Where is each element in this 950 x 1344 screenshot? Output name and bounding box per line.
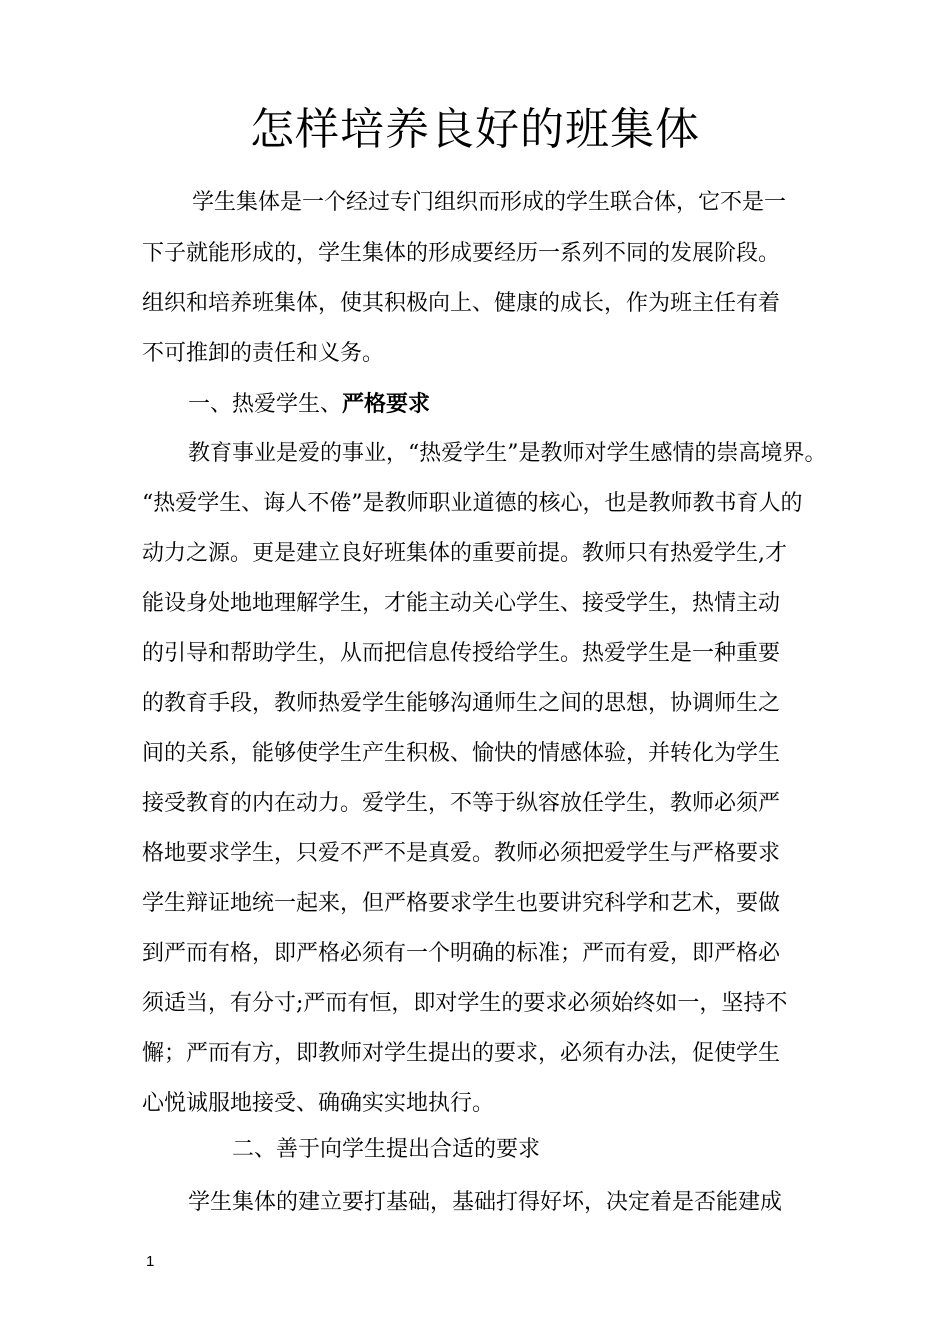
paragraph-line: 不可推卸的责任和义务。 <box>142 341 385 366</box>
section-heading-1 <box>188 389 430 420</box>
paragraph-line: 懈；严而有方，即教师对学生提出的要求，必须有办法，促使学生 <box>142 1041 781 1066</box>
paragraph-line: 格地要求学生，只爱不严不是真爱。教师必须把爱学生与严格要求 <box>142 841 781 866</box>
section-heading-1-prefix: 一、热爱学生、 <box>188 392 343 417</box>
paragraph-line: 接受教育的内在动力。爱学生，不等于纵容放任学生，教师必须严 <box>142 791 781 816</box>
paragraph-line: 须适当，有分寸;严而有恒，即对学生的要求必须始终如一，坚持不 <box>142 991 788 1016</box>
paragraph-line: 动力之源。更是建立良好班集体的重要前提。教师只有热爱学生,才 <box>142 541 787 566</box>
paragraph-line: 间的关系，能够使学生产生积极、愉快的情感体验，并转化为学生 <box>142 741 781 766</box>
paragraph-line: 的引导和帮助学生，从而把信息传授给学生。热爱学生是一种重要 <box>142 641 781 666</box>
paragraph-line: “热爱学生、诲人不倦”是教师职业道德的核心，也是教师教书育人的 <box>142 491 803 516</box>
paragraph-line: 到严而有格，即严格必须有一个明确的标准；严而有爱，即严格必 <box>142 941 781 966</box>
paragraph-line: 学生辩证地统一起来，但严格要求学生也要讲究科学和艺术，要做 <box>142 891 781 916</box>
paragraph-line: 教育事业是爱的事业，“热爱学生”是教师对学生感情的崇高境界。 <box>188 441 827 466</box>
paragraph-line: 下子就能形成的，学生集体的形成要经历一系列不同的发展阶段。 <box>142 241 781 266</box>
paragraph-line: 学生集体是一个经过专门组织而形成的学生联合体，它不是一 <box>192 190 787 215</box>
paragraph-line: 组织和培养班集体，使其积极向上、健康的成长，作为班主任有着 <box>142 291 781 316</box>
paragraph-line: 的教育手段，教师热爱学生能够沟通师生之间的思想，协调师生之 <box>142 691 781 716</box>
paragraph-line: 学生集体的建立要打基础，基础打得好坏，决定着是否能建成 <box>188 1190 783 1215</box>
paragraph-line: 能设身处地地理解学生，才能主动关心学生、接受学生，热情主动 <box>142 591 781 616</box>
document-title: 怎样培养良好的班集体 <box>250 104 700 155</box>
section-heading-2: 二、善于向学生提出合适的要求 <box>232 1137 541 1162</box>
section-heading-1-bold: 严格要求 <box>342 391 431 417</box>
paragraph-line: 心悦诚服地接受、确确实实地执行。 <box>142 1091 495 1116</box>
page-number: 1 <box>146 1253 155 1270</box>
